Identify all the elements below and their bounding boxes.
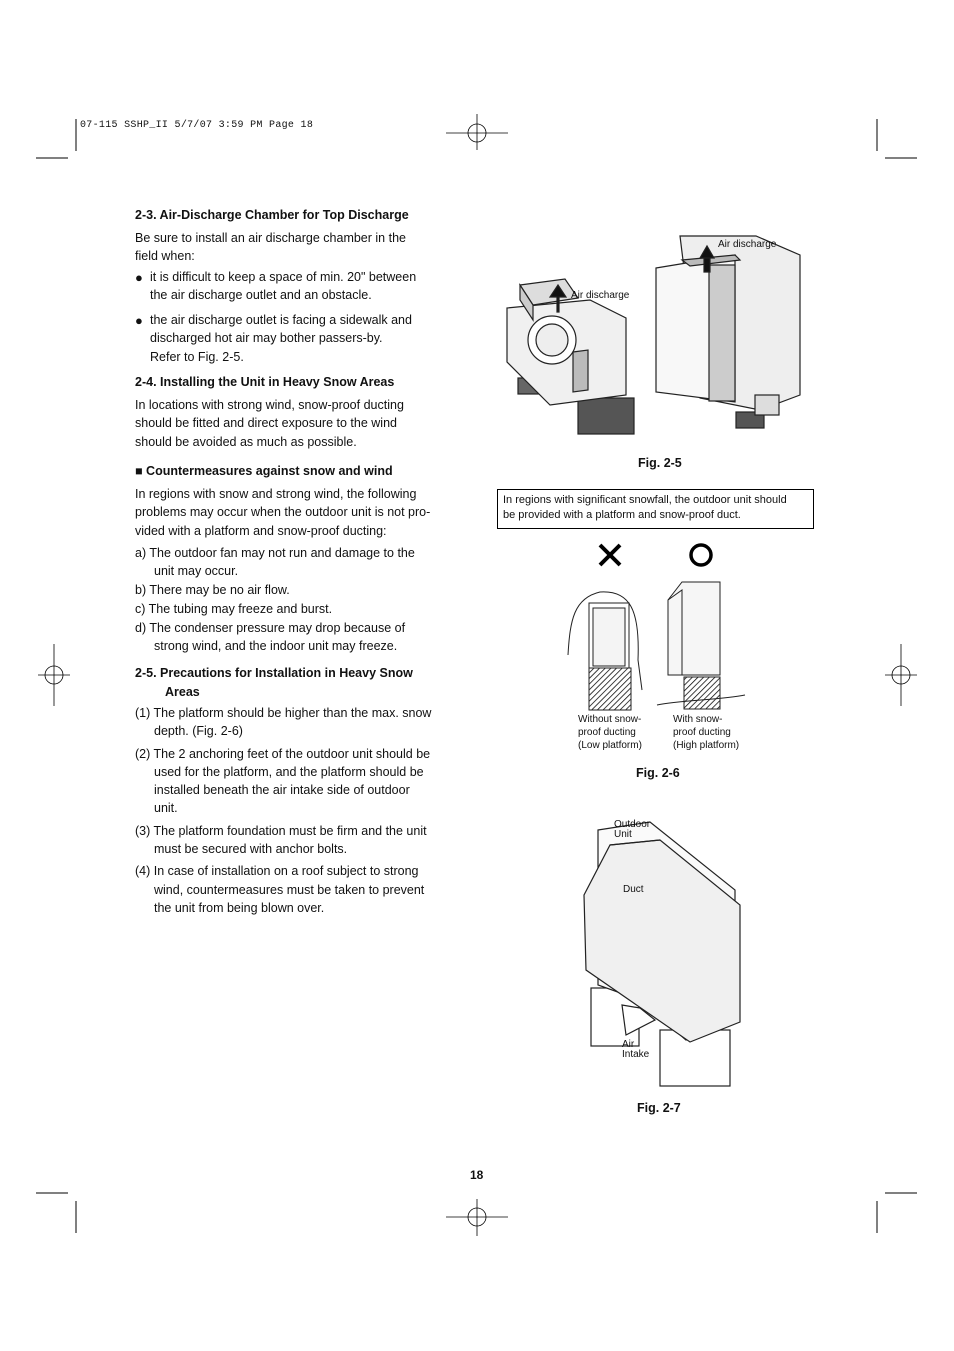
fig26-right-unit	[657, 582, 745, 709]
fig27-label-duct: Duct	[623, 884, 644, 895]
list-item: a) The outdoor fan may not run and damage to the unit may occur.	[135, 546, 415, 579]
list-item: c) The tubing may freeze and burst.	[135, 601, 333, 616]
o-mark-icon	[691, 545, 711, 565]
list-item: d) The condenser pressure may drop because of strong wind, and the indoor unit may freeze.	[135, 621, 406, 654]
section-2-4-body: In locations with strong wind, snow-proof ducting should be fitted and direct exposure to the wind should be avoided as much as possible.	[135, 398, 404, 449]
fig27-unit-duct	[584, 819, 740, 1086]
fig25-label-air-discharge-right: Air discharge	[718, 239, 777, 250]
problem-list	[135, 544, 450, 656]
print-slug: 07-115 SSHP_II 5/7/07 3:59 PM Page 18	[80, 120, 314, 131]
list-item: (1) The platform should be higher than the max. snow depth. (Fig. 2-6)	[135, 706, 432, 739]
fig27-caption: Fig. 2-7	[637, 1101, 681, 1115]
fig25-caption: Fig. 2-5	[638, 456, 682, 470]
fig26-left-unit	[568, 592, 642, 710]
section-2-3-intro: Be sure to install an air discharge chamber in the field when:	[135, 231, 406, 264]
fig25-large-unit	[656, 236, 800, 428]
countermeasures-heading: ■ Countermeasures against snow and wind	[135, 464, 393, 478]
fig27-label-air-intake: Air Intake	[622, 1039, 650, 1060]
fig26-label-left: Without snow- proof ducting (Low platform)	[578, 714, 642, 751]
section-2-5-heading: 2-5. Precautions for Installation in Heavy Snow Areas	[135, 666, 413, 699]
fig26-caption: Fig. 2-6	[636, 766, 680, 780]
fig27-label-outdoor-unit: Outdoor Unit	[614, 819, 651, 840]
section-2-4-heading: 2-4. Installing the Unit in Heavy Snow Areas	[135, 375, 395, 389]
fig25-small-unit	[507, 279, 634, 434]
square-bullet-icon: ■	[135, 464, 143, 478]
snowfall-note: In regions with significant snowfall, the outdoor unit should be provided with a platform and snow-proof duct.	[497, 489, 814, 529]
page-number: 18	[470, 1168, 484, 1182]
countermeasures-body: In regions with snow and strong wind, the following problems may occur when the outdoor unit is not pro- vided with a platform and snow-proof ducting:	[135, 487, 431, 538]
x-mark-icon	[600, 545, 620, 565]
list-item: (3) The platform foundation must be firm and the unit must be secured with anchor bolts.	[135, 823, 427, 857]
list-item: b) There may be no air flow.	[135, 582, 290, 597]
precaution-list	[135, 704, 455, 917]
fig25-label-air-discharge-left: Air discharge	[571, 290, 630, 301]
section-2-3-heading: 2-3. Air-Discharge Chamber for Top Discharge	[135, 208, 409, 222]
list-item: (4) In case of installation on a roof subject to strong wind, countermeasures must be taken to prevent the unit from being blown over.	[135, 864, 425, 915]
fig26-label-right: With snow- proof ducting (High platform)	[673, 714, 740, 751]
bullet-item: ● the air discharge outlet is facing a sidewalk and discharged hot air may bother passers-by. Refer to Fig. 2-5.	[135, 313, 412, 364]
bullet-item: ● it is difficult to keep a space of min. 20" between the air discharge outlet and an obstacle.	[135, 270, 417, 303]
list-item: (2) The 2 anchoring feet of the outdoor unit should be used for the platform, and the platform should be installed beneath the air intake side of outdoor unit.	[135, 746, 431, 816]
